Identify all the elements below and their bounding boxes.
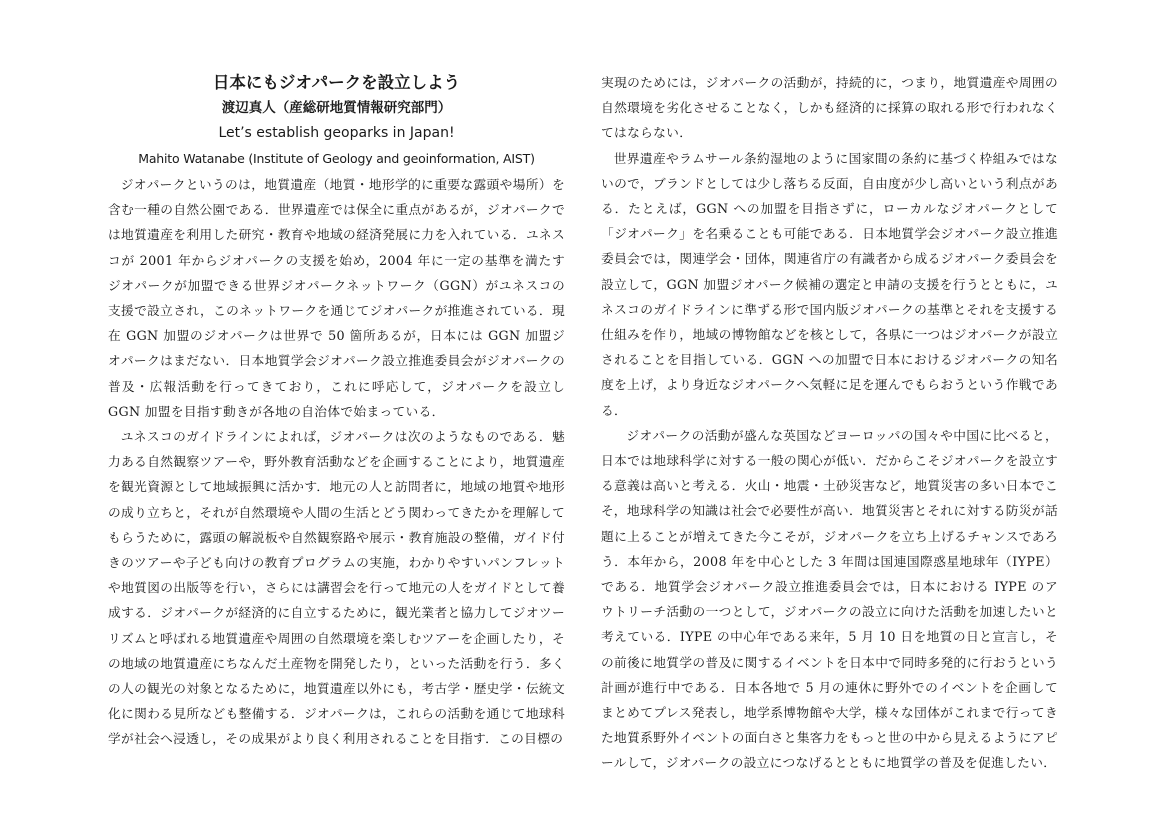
article-title: 日本にもジオパークを設立しよう (212, 73, 461, 92)
right-column (601, 70, 1058, 776)
left-column (108, 70, 565, 752)
article-title-english: Let’s establish geoparks in Japan! (218, 125, 455, 141)
paragraph-2-continued: 実現のためには，ジオパークの活動が，持続的に，つまり，地質遺産や周囲の自然環境を劣化させることなく，しかも経済的に採算の取れる形で行われなくてはならない． (601, 75, 1058, 141)
paragraph-4: ジオパークの活動が盛んな英国などヨーロッパの国々や中国に比べると，日本では地球科学に対する一般の関心が低い．だからこそジオパークを設立する意義は高いと考える．火山・地震・土砂災害など，地質災害の多い日本でこそ，地球科学の知識は社会で必要性が高い．地質災害とそれに対する防災が話題に上ることが増えてきた今こそが，ジオパークを立ち上げるチャンスであろう．本年から，2008 年を中心とした 3 年間は国連国際惑星地球年（IYPE）である．地質学会ジオパーク設立推進委員会では，日本における IYPE のアウトリーチ活動の一つとして，ジオパークの設立に向けた活動を加速したいと考えている．IYPE の中心年である来年，5 月 10 日を地質の日と宣言し，その前後に地質学の普及に関するイベントを日本中で同時多発的に行おうという計画が進行中である．日本各地で 5 月の連休に野外でのイベントを企画してまとめてプレス発表し，地学系博物館や大学，様々な団体がこれまで行ってきた地質系野外イベントの面白さと集客力をもっと世の中から見えるようにアピールして，ジオパークの設立につなげるとともに地質学の普及を促進したい． (601, 427, 1058, 771)
paragraph-2: ユネスコのガイドラインによれば，ジオパークは次のようなものである．魅力ある自然観察ツアーや，野外教育活動などを企画することにより，地質遺産を観光資源として地域振興に活かす．地元の人と訪問者に，地域の地質や地形の成り立ちと，それが自然環境や人間の生活とどう関わってきたかを理解してもらうために，露頭の解説板や自然観察路や展示・教育施設の整備，ガイド付きのツアーや子ども向けの教育プログラムの実施，わかりやすいパンフレットや地質図の出版等を行い，さらには講習会を行って地元の人をガイドとして養成する．ジオパークが経済的に自立するために，観光業者と協力してジオツーリズムと呼ばれる地質遺産や周囲の自然環境を楽しむツアーを企画したり，その地域の地質遺産にちなんだ土産物を開発したり，といった活動を行う．多くの人の観光の対象となるために，地質遺産以外にも，考古学・歴史学・伝統文化に関わる見所なども整備する．ジオパークは，これらの活動を通じて地球科学が社会へ浸透し，その成果がより良く利用されることを目指す．この目標の (108, 429, 565, 747)
author-japanese: 渡辺真人（産総研地質情報研究部門） (221, 100, 452, 116)
paragraph-3: 世界遺産やラムサール条約湿地のように国家間の条約に基づく枠組みではないので，ブランドとしては少し落ちる反面，自由度が少し高いという利点がある．たとえば，GGN への加盟を目指さずに，ローカルなジオパークとして「ジオパーク」を名乗ることも可能である．日本地質学会ジオパーク設立推進委員会では，関連学会・団体，関連省庁の有識者から成るジオパーク委員会を設立して，GGN 加盟ジオパーク候補の選定と申請の支援を行うとともに，ユネスコのガイドラインに準ずる形で国内版ジオパークの基準とそれを支援する仕組みを作り，地域の博物館などを核として，各県に一つはジオパークが設立されることを目指している．GGN への加盟で日本におけるジオパークの知名度を上げ，より身近なジオパークへ気軽に足を運んでもらおうという作戦である． (601, 150, 1058, 418)
article-header (108, 70, 565, 172)
author-english: Mahito Watanabe (Institute of Geology and geoinformation, AIST) (138, 151, 535, 166)
paragraph-1: ジオパークというのは，地質遺産（地質・地形学的に重要な露頭や場所）を含む一種の自然公園である．世界遺産では保全に重点があるが，ジオパークでは地質遺産を利用した研究・教育や地域の経済発展に力を入れている．ユネスコが 2001 年からジオパークの支援を始め，2004 年に一定の基準を満たすジオパークが加盟できる世界ジオパークネットワーク（GGN）がユネスコの支援で設立され，このネットワークを通じてジオパークが推進されている．現在 GGN 加盟のジオパークは世界で 50 箇所あるが，日本には GGN 加盟ジオパークはまだない．日本地質学会ジオパーク設立推進委員会がジオパークの普及・広報活動を行ってきており，これに呼応して，ジオパークを設立し GGN 加盟を目指す動きが各地の自治体で始まっている． (108, 177, 565, 419)
